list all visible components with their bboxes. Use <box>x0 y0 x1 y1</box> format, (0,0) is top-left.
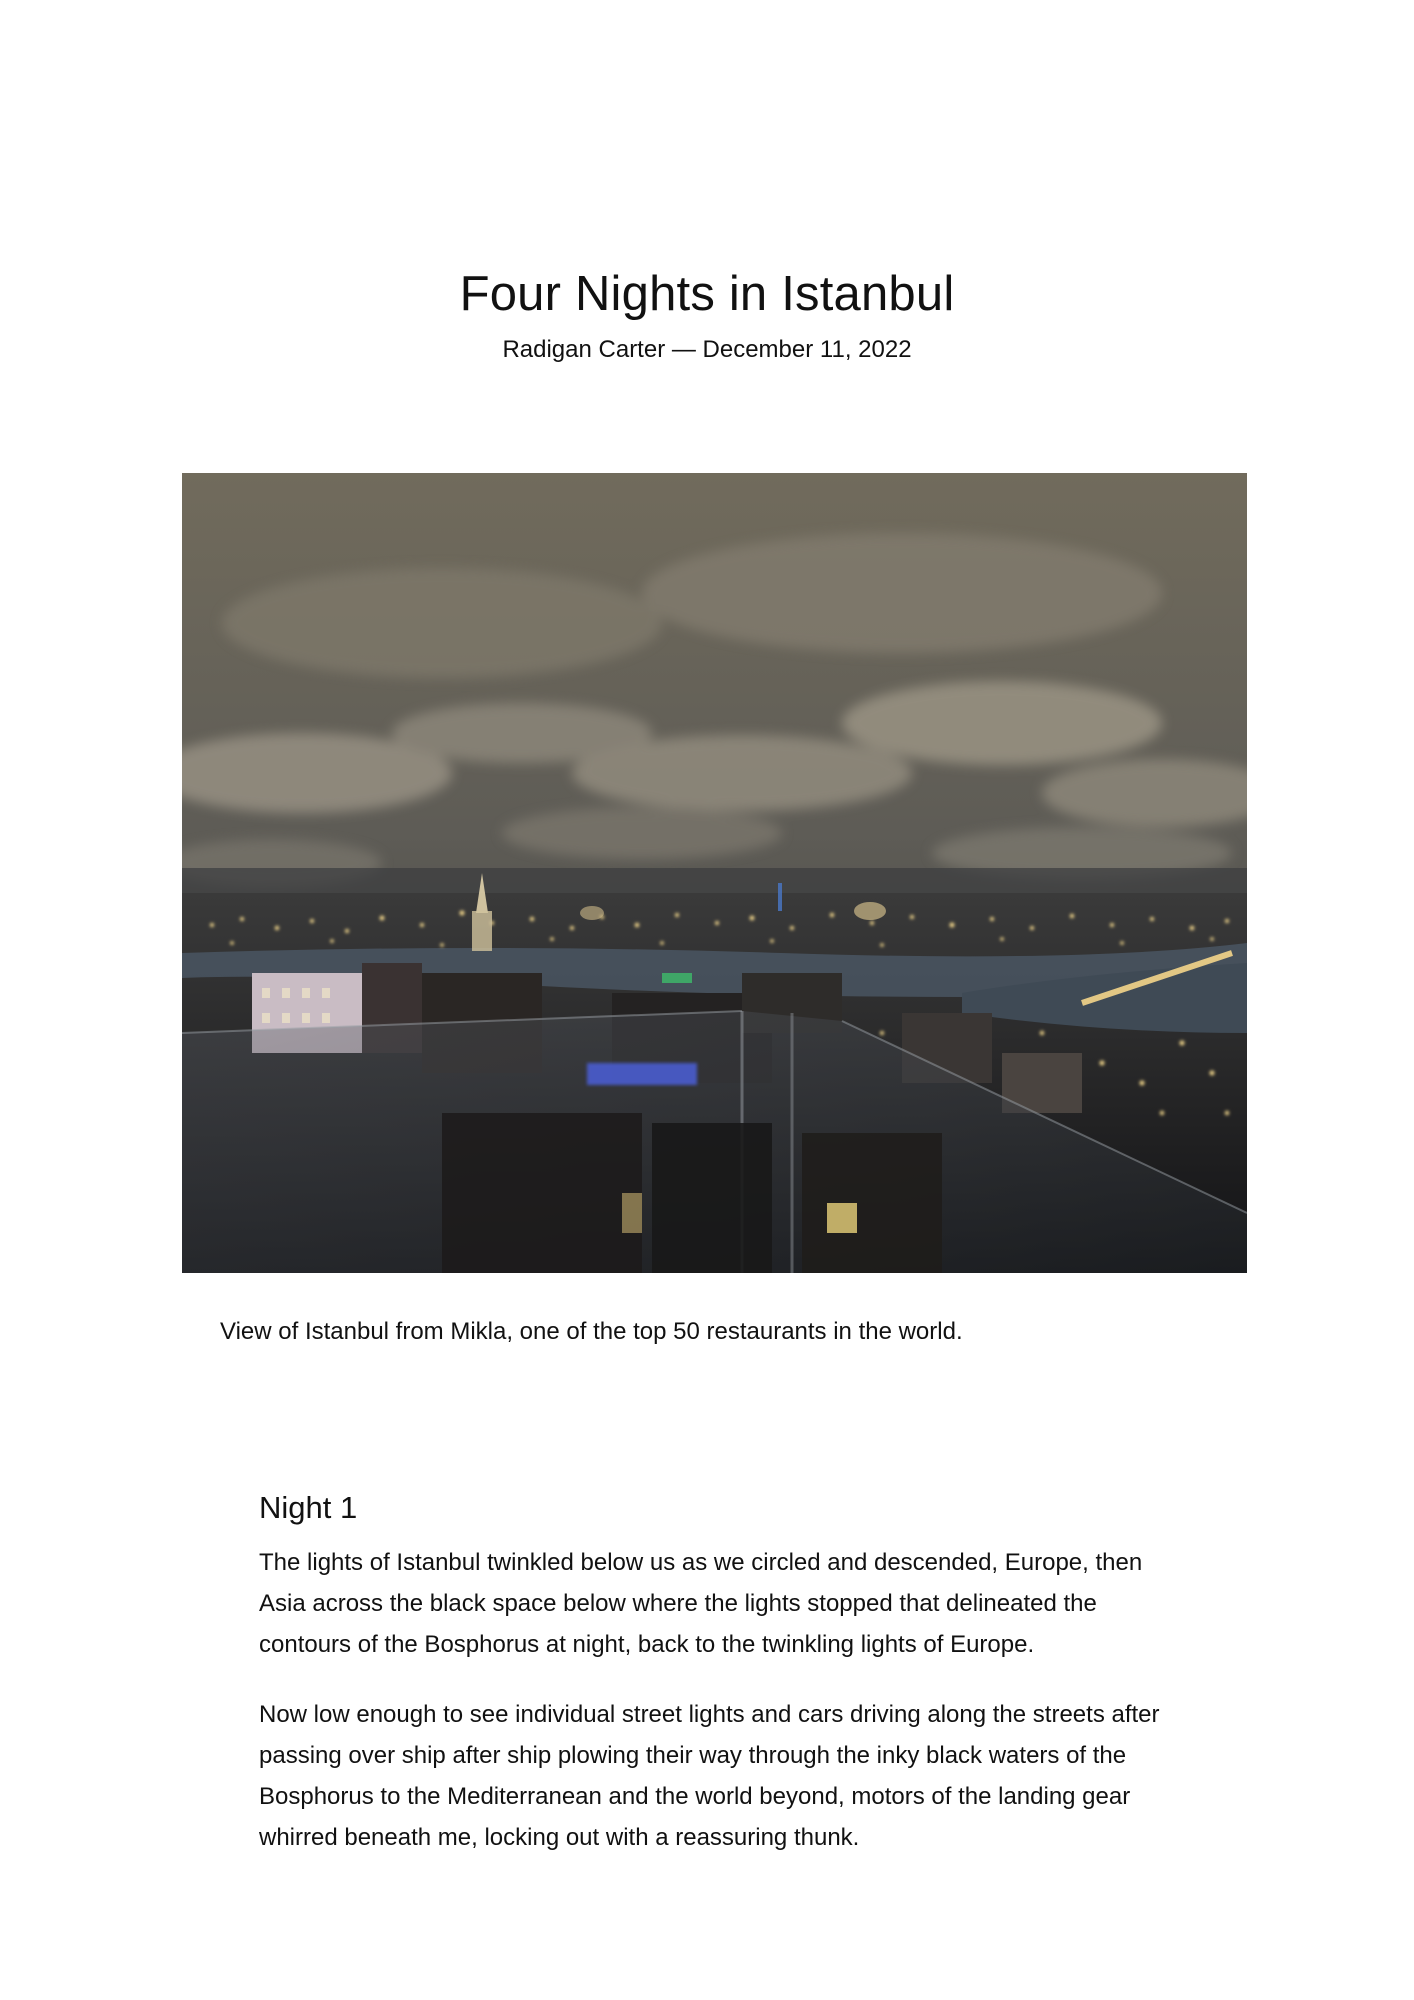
section-heading: Night 1 <box>259 1490 358 1525</box>
article-byline: Radigan Carter — December 11, 2022 <box>502 336 912 363</box>
article-title: Four Nights in Istanbul <box>459 267 955 321</box>
section-night-1 <box>259 1488 1189 1887</box>
photo-caption: View of Istanbul from Mikla, one of the top 50 restaurants in the world. <box>220 1318 963 1345</box>
paragraph: The lights of Istanbul twinkled below us as we circled and descended, Europe, then Asia across the black space below where the lights stopped that delineated the contours of the Bosphorus at night, back to the twinkling lights of Europe. <box>259 1549 1143 1658</box>
istanbul-night-photo <box>182 473 1247 1273</box>
paragraph: Now low enough to see individual street lights and cars driving along the streets after passing over ship after ship plowing their way through the inky black waters of the Bosphorus to the Mediterranean and the world beyond, motors of the landing gear whirred beneath me, locking out with a reassuring thunk. <box>259 1701 1160 1851</box>
article-header <box>0 262 1414 366</box>
